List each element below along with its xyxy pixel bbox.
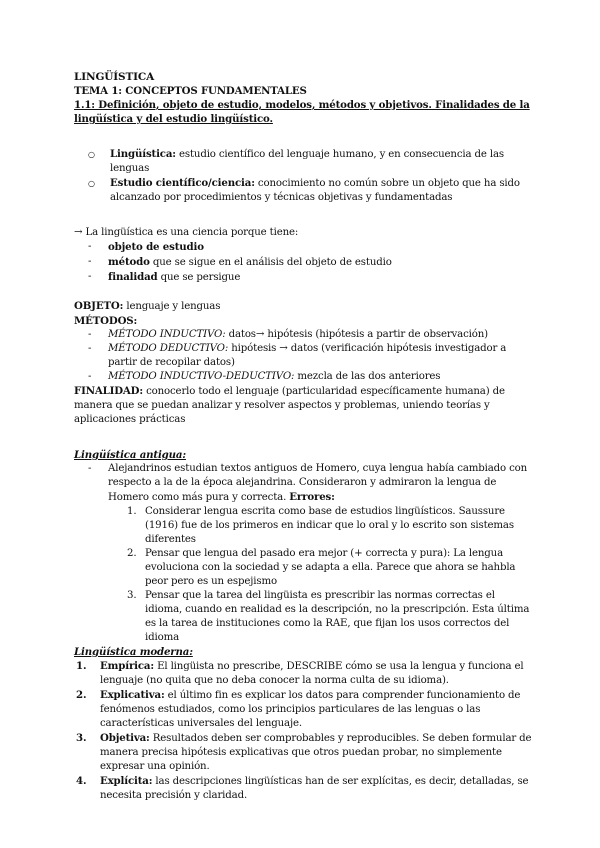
- moderna-text: el último fin es explicar los datos para comprender funcionamiento de fenómenos estudiados, como los principios particulares de las lenguas o las características universales del lenguaje.: [100, 690, 521, 729]
- section-heading: 1.1: Definición, objeto de estudio, modelos, métodos y objetivos. Finalidades de la lingüística y del estudio lingüístico.: [74, 99, 530, 125]
- science-term: método: [108, 256, 150, 268]
- moderna-text: las descripciones lingüísticas han de ser explícitas, es decir, detalladas, se necesita precisión y claridad.: [100, 776, 529, 801]
- metodos-label: MÉTODOS:: [74, 315, 138, 327]
- dash-bullet-icon: -: [88, 463, 92, 474]
- science-term: finalidad: [108, 271, 158, 283]
- finalidad-label: FINALIDAD:: [74, 385, 143, 397]
- moderna-number: 2.: [76, 689, 87, 701]
- objeto-label: OBJETO:: [74, 300, 124, 312]
- dash-bullet-icon: -: [88, 271, 92, 282]
- definition-text: conocimiento no común sobre un objeto que ha sido alcanzado por procedimientos y técnicas objetivas y fundamentadas: [110, 178, 520, 203]
- science-list: [74, 240, 534, 285]
- error-item: [74, 505, 534, 547]
- moderna-item: [74, 688, 534, 731]
- moderna-text: El lingüista no prescribe, DESCRIBE cómo se usa la lengua y funciona el lenguaje (no quita que no deba conocer la norma culta de su idioma).: [100, 661, 524, 686]
- metodo-item: [74, 342, 534, 370]
- metodo-term: MÉTODO INDUCTIVO:: [108, 329, 226, 340]
- error-number: 3.: [127, 590, 137, 601]
- moderna-item: [74, 659, 534, 688]
- dash-bullet-icon: -: [88, 256, 92, 267]
- moderna-term: Empírica:: [100, 660, 154, 672]
- definition-item: [74, 147, 534, 176]
- definition-item: [74, 176, 534, 205]
- dash-bullet-icon: -: [88, 343, 92, 354]
- science-text: que se persigue: [157, 272, 241, 283]
- error-text: Pensar que lengua del pasado era mejor (+ correcta y pura): La lengua evoluciona con la sociedad y se adapta a ella. Parece que ahora se hahbla peor pero es un espejismo: [145, 548, 516, 587]
- errores-list: [74, 505, 534, 645]
- finalidad-paragraph: [74, 384, 534, 427]
- objeto-text: lenguaje y lenguas: [123, 301, 221, 312]
- metodo-text: hipótesis → datos (verificación hipótesis investigador a partir de recopilar datos): [108, 343, 507, 368]
- metodo-item: [74, 370, 534, 384]
- antigua-heading: Lingüística antigua:: [74, 449, 186, 461]
- document-title: LINGÜÍSTICA: [74, 71, 155, 83]
- metodo-term: MÉTODO INDUCTIVO-DEDUCTIVO:: [108, 371, 295, 382]
- errores-label: Errores:: [289, 491, 335, 503]
- error-number: 2.: [127, 548, 137, 559]
- moderna-term: Explícita:: [100, 775, 153, 787]
- moderna-item: [74, 774, 534, 803]
- dash-bullet-icon: -: [88, 241, 92, 252]
- science-item: [74, 255, 534, 270]
- definitions-list: [74, 147, 534, 205]
- antigua-item: [74, 462, 534, 505]
- moderna-number: 3.: [76, 732, 87, 744]
- science-text: que se sigue en el análisis del objeto de estudio: [149, 257, 392, 268]
- moderna-heading: Lingüística moderna:: [74, 646, 193, 658]
- error-number: 1.: [127, 506, 137, 517]
- science-item: [74, 270, 534, 285]
- error-item: [74, 547, 534, 589]
- definition-text: estudio científico del lenguaje humano, y en consecuencia de las lenguas: [110, 149, 504, 174]
- science-intro: → La lingüística es una ciencia porque tiene:: [74, 227, 299, 238]
- metodo-text: datos→ hipótesis (hipótesis a partir de observación): [225, 329, 488, 340]
- error-item: [74, 589, 534, 645]
- definition-term: Lingüística:: [110, 148, 176, 160]
- metodo-term: MÉTODO DEDUCTIVO:: [108, 343, 229, 354]
- moderna-term: Explicativa:: [100, 689, 165, 701]
- objeto-line: [74, 299, 534, 314]
- moderna-number: 4.: [76, 775, 87, 787]
- metodo-text: mezcla de las dos anteriores: [294, 371, 441, 382]
- error-text: Considerar lengua escrita como base de estudios lingüísticos. Saussure (1916) fue de los primeros en indicar que lo oral y lo escrito son sistemas diferentes: [145, 506, 514, 545]
- metodos-list: [74, 328, 534, 384]
- finalidad-text: conocerlo todo el lenguaje (particularidad específicamente humana) de manera que se puedan analizar y resolver aspectos y problemas, uniendo teorías y aplicaciones prácticas: [74, 386, 505, 425]
- moderna-item: [74, 731, 534, 774]
- antigua-intro: Alejandrinos estudian textos antiguos de Homero, cuya lengua había cambiado con respecto a la de la época alejandrina. Consideraron y admiraron la lengua de Homero como más pura y correcta.: [108, 463, 528, 503]
- science-term: objeto de estudio: [108, 241, 204, 253]
- moderna-text: Resultados deben ser comprobables y reproducibles. Se deben formular de manera precisa hipótesis explicativas que otros puedan probar, no simplemente expresar una opinión.: [100, 733, 532, 772]
- definition-term: Estudio científico/ciencia:: [110, 177, 255, 189]
- dash-bullet-icon: -: [88, 371, 92, 382]
- error-text: Pensar que la tarea del lingüista es prescribir las normas correctas el idioma, cuando en realidad es la descripción, no la prescripción. Esta última es la tarea de instituciones como la RAE, que fijan los usos correctos del idioma: [145, 590, 530, 643]
- moderna-list: [74, 659, 534, 803]
- moderna-number: 1.: [76, 660, 87, 672]
- circle-bullet-icon: ○: [88, 179, 95, 188]
- metodo-item: [74, 328, 534, 342]
- science-item: [74, 240, 534, 255]
- dash-bullet-icon: -: [88, 329, 92, 340]
- tema-heading: TEMA 1: CONCEPTOS FUNDAMENTALES: [74, 85, 307, 97]
- document-body: [74, 70, 534, 803]
- moderna-term: Objetiva:: [100, 732, 150, 744]
- circle-bullet-icon: ○: [88, 150, 95, 159]
